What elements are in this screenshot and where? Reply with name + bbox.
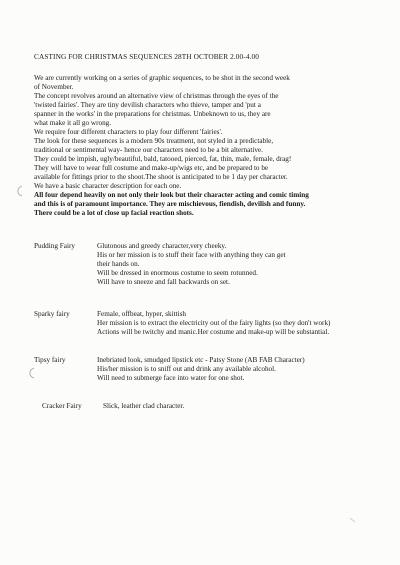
intro-line: traditional or sentimental way- hence our characters need to be a bit alternative. bbox=[34, 146, 263, 154]
intro-line: The concept revolves around an alternative view of christmas through the eyes of the bbox=[34, 92, 279, 100]
intro-line: The look for these sequences is a modern 90s treatment, not styled in a predictable, bbox=[34, 137, 274, 145]
role-name: Tipsy fairy bbox=[34, 356, 66, 364]
role-line: Actions will be twitchy and manic.Her costume and make-up will be substantial. bbox=[97, 328, 330, 336]
role-description bbox=[97, 356, 377, 383]
punch-hole-mark bbox=[26, 366, 36, 380]
role-line: Will have to sneeze and fall backwards on set. bbox=[97, 278, 230, 286]
role-description bbox=[97, 242, 377, 287]
role-description bbox=[103, 402, 383, 411]
scan-speck-mark bbox=[348, 516, 358, 524]
intro-line: 'twisted fairies'. They are tiny devilish characters who thieve, tamper and 'put a bbox=[34, 101, 261, 109]
punch-hole-mark bbox=[14, 184, 24, 198]
role-description bbox=[97, 310, 377, 337]
role-line: their hands on. bbox=[97, 260, 140, 268]
role-name: Cracker Fairy bbox=[42, 402, 82, 410]
role-line: Slick, leather clad character. bbox=[103, 402, 185, 410]
intro-line: spanner in the works' in the preparations for christmas. Unbeknown to us, they are bbox=[34, 110, 271, 118]
intro-line: available for fittings prior to the shoot.The shoot is anticipated to be 1 day per character. bbox=[34, 173, 288, 181]
role-line: His/her mission is to sniff out and drink any available alcohol. bbox=[97, 365, 276, 373]
intro-line: We have a basic character description for each one. bbox=[34, 182, 182, 190]
role-line: Inebriated look, smudged lipstick etc - Patsy Stone (AB FAB Character) bbox=[97, 356, 305, 364]
role-line: Will be dressed in enormous costume to seem rotunned. bbox=[97, 269, 258, 277]
role-line: Her mission is to extract the electricity out of the fairy lights (so they don't work) bbox=[97, 319, 331, 327]
intro-section bbox=[34, 74, 364, 218]
emphasis-line: All four depend heavily on not only their look but their character acting and comic timing bbox=[34, 191, 309, 199]
intro-line: We require four different characters to play four different 'fairies'. bbox=[34, 128, 223, 136]
emphasis-line: and this is of paramount importance. They are mischievous, fiendish, devilish and funny. bbox=[34, 200, 306, 208]
role-line: Female, offbeat, hyper, skittish bbox=[97, 310, 187, 318]
role-line: Glutonous and greedy character,very cheeky. bbox=[97, 242, 227, 250]
intro-line: what make it all go wrong. bbox=[34, 119, 112, 127]
intro-line: We are currently working on a series of graphic sequences, to be shot in the second week bbox=[34, 74, 290, 82]
role-line: Will need to submerge face into water for one shot. bbox=[97, 374, 245, 382]
role-name: Pudding Fairy bbox=[34, 242, 75, 250]
role-name: Sparky fairy bbox=[34, 310, 70, 318]
role-line: His or her mission is to stuff their face with anything they can get bbox=[97, 251, 286, 259]
intro-line: They will have to wear full costume and make-up/wigs etc, and be prepared to be bbox=[34, 164, 269, 172]
intro-line: of November. bbox=[34, 83, 74, 91]
emphasis-line: There could be a lot of close up facial reaction shots. bbox=[34, 209, 194, 217]
document-title: CASTING FOR CHRISTMAS SEQUENCES 28TH OCTOBER 2.00-4.00 bbox=[34, 52, 260, 61]
intro-line: They could be impish, ugly/beautiful, bald, tatooed, pierced, fat, thin, male, female, drag! bbox=[34, 155, 292, 163]
